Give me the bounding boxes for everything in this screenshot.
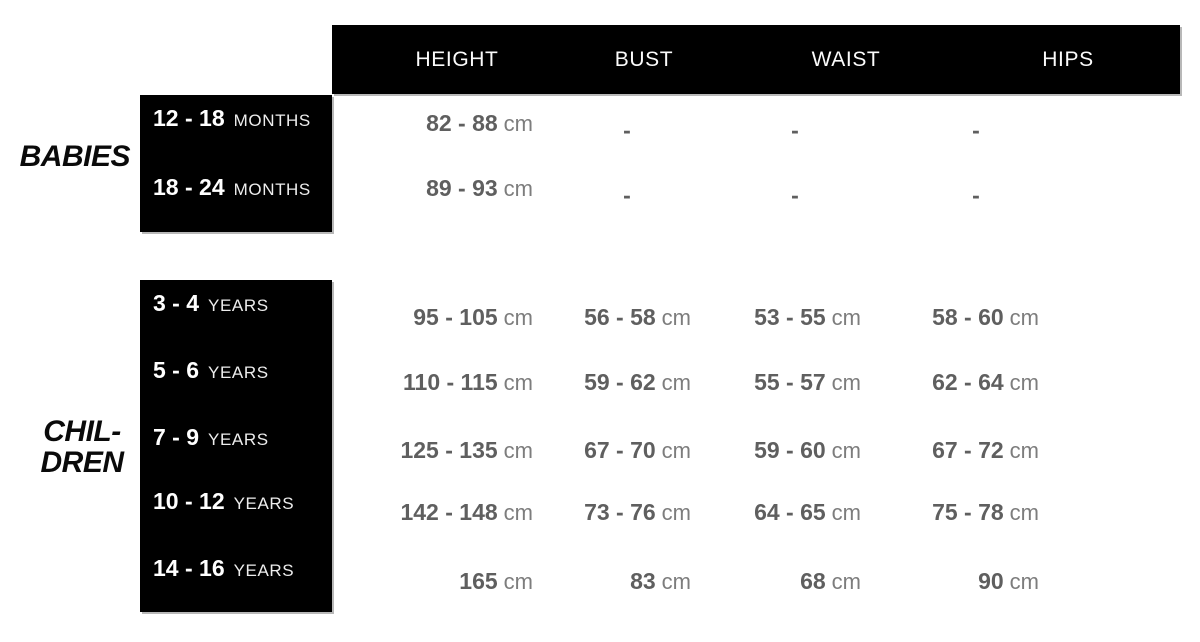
measurement-value: 95 - 105: [413, 304, 498, 330]
measurement-unit: cm: [503, 370, 533, 395]
measurement-value: 59 - 60: [754, 437, 826, 463]
measurement-unit: cm: [831, 305, 861, 330]
measurement-value: 73 - 76: [584, 499, 656, 525]
height-cell: [303, 109, 533, 141]
age-unit: MONTHS: [233, 180, 311, 199]
measurement-unit: cm: [503, 438, 533, 463]
measurement-value: -: [791, 182, 799, 208]
age-range: 5 - 6: [153, 357, 200, 383]
measurement-value: 67 - 70: [584, 437, 656, 463]
bust-cell: [607, 116, 647, 148]
measurement-value: 59 - 62: [584, 369, 656, 395]
hips-cell: [956, 181, 996, 213]
age-unit: YEARS: [208, 296, 269, 315]
measurement-value: 58 - 60: [932, 304, 1004, 330]
hips-cell: [956, 116, 996, 148]
measurement-value: 82 - 88: [426, 110, 498, 136]
group-label-children: [22, 416, 142, 478]
measurement-value: 62 - 64: [932, 369, 1004, 395]
age-row: [153, 357, 269, 387]
measurement-value: 142 - 148: [400, 499, 498, 525]
hips-cell: [809, 436, 1039, 468]
waist-cell: [775, 116, 815, 148]
age-range: 18 - 24: [153, 174, 225, 200]
measurement-value: 53 - 55: [754, 304, 826, 330]
age-range: 10 - 12: [153, 488, 225, 514]
hips-cell: [809, 303, 1039, 335]
age-unit: YEARS: [208, 430, 269, 449]
measurement-unit: cm: [503, 569, 533, 594]
measurement-value: 55 - 57: [754, 369, 826, 395]
measurement-value: 67 - 72: [932, 437, 1004, 463]
measurement-unit: cm: [503, 176, 533, 201]
measurement-unit: cm: [661, 370, 691, 395]
column-header-waist: WAIST: [811, 47, 881, 71]
age-range: 3 - 4: [153, 290, 200, 316]
group-label-children-line1: CHIL-: [43, 415, 121, 448]
measurement-unit: cm: [1009, 438, 1039, 463]
waist-cell: [775, 181, 815, 213]
measurement-unit: cm: [831, 569, 861, 594]
measurement-value: 90: [978, 568, 1004, 594]
measurement-unit: cm: [831, 500, 861, 525]
measurement-value: 75 - 78: [932, 499, 1004, 525]
measurement-value: -: [972, 117, 980, 143]
measurement-value: -: [972, 182, 980, 208]
measurement-value: 165: [459, 568, 498, 594]
age-range: 7 - 9: [153, 424, 200, 450]
age-row: [153, 488, 294, 518]
measurement-value: 64 - 65: [754, 499, 826, 525]
measurement-unit: cm: [503, 500, 533, 525]
measurement-value: 83: [630, 568, 656, 594]
measurement-value: 110 - 115: [403, 369, 498, 395]
hips-cell: [809, 368, 1039, 400]
measurement-unit: cm: [1009, 500, 1039, 525]
measurement-unit: cm: [831, 438, 861, 463]
age-row: [153, 174, 311, 204]
measurement-unit: cm: [1009, 370, 1039, 395]
measurement-unit: cm: [503, 111, 533, 136]
age-unit: MONTHS: [233, 111, 311, 130]
group-label-babies: BABIES: [19, 140, 130, 173]
measurement-unit: cm: [661, 500, 691, 525]
measurement-unit: cm: [1009, 569, 1039, 594]
measurement-value: 89 - 93: [426, 175, 498, 201]
hips-cell: [809, 498, 1039, 530]
age-row: [153, 105, 311, 135]
column-header-hips: HIPS: [1042, 47, 1094, 71]
age-row: [153, 290, 269, 320]
measurement-unit: cm: [661, 438, 691, 463]
measurement-unit: cm: [1009, 305, 1039, 330]
measurement-value: -: [623, 182, 631, 208]
hips-cell: [809, 567, 1039, 599]
measurement-value: -: [623, 117, 631, 143]
measurement-value: 68: [800, 568, 826, 594]
measurement-value: 125 - 135: [400, 437, 498, 463]
age-row: [153, 555, 294, 585]
measurement-value: -: [791, 117, 799, 143]
group-label-children-line2: DREN: [40, 446, 124, 479]
measurement-unit: cm: [503, 305, 533, 330]
age-range: 14 - 16: [153, 555, 225, 581]
age-row: [153, 424, 269, 454]
age-unit: YEARS: [208, 363, 269, 382]
bust-cell: [607, 181, 647, 213]
age-unit: YEARS: [233, 561, 295, 580]
measurement-unit: cm: [831, 370, 861, 395]
age-unit: YEARS: [233, 494, 295, 513]
height-cell: [303, 174, 533, 206]
measurement-unit: cm: [661, 569, 691, 594]
age-range: 12 - 18: [153, 105, 225, 131]
measurement-unit: cm: [661, 305, 691, 330]
column-header-bar: [332, 25, 1180, 94]
column-header-bust: BUST: [614, 47, 674, 71]
column-header-height: HEIGHT: [415, 47, 499, 71]
measurement-value: 56 - 58: [584, 304, 656, 330]
